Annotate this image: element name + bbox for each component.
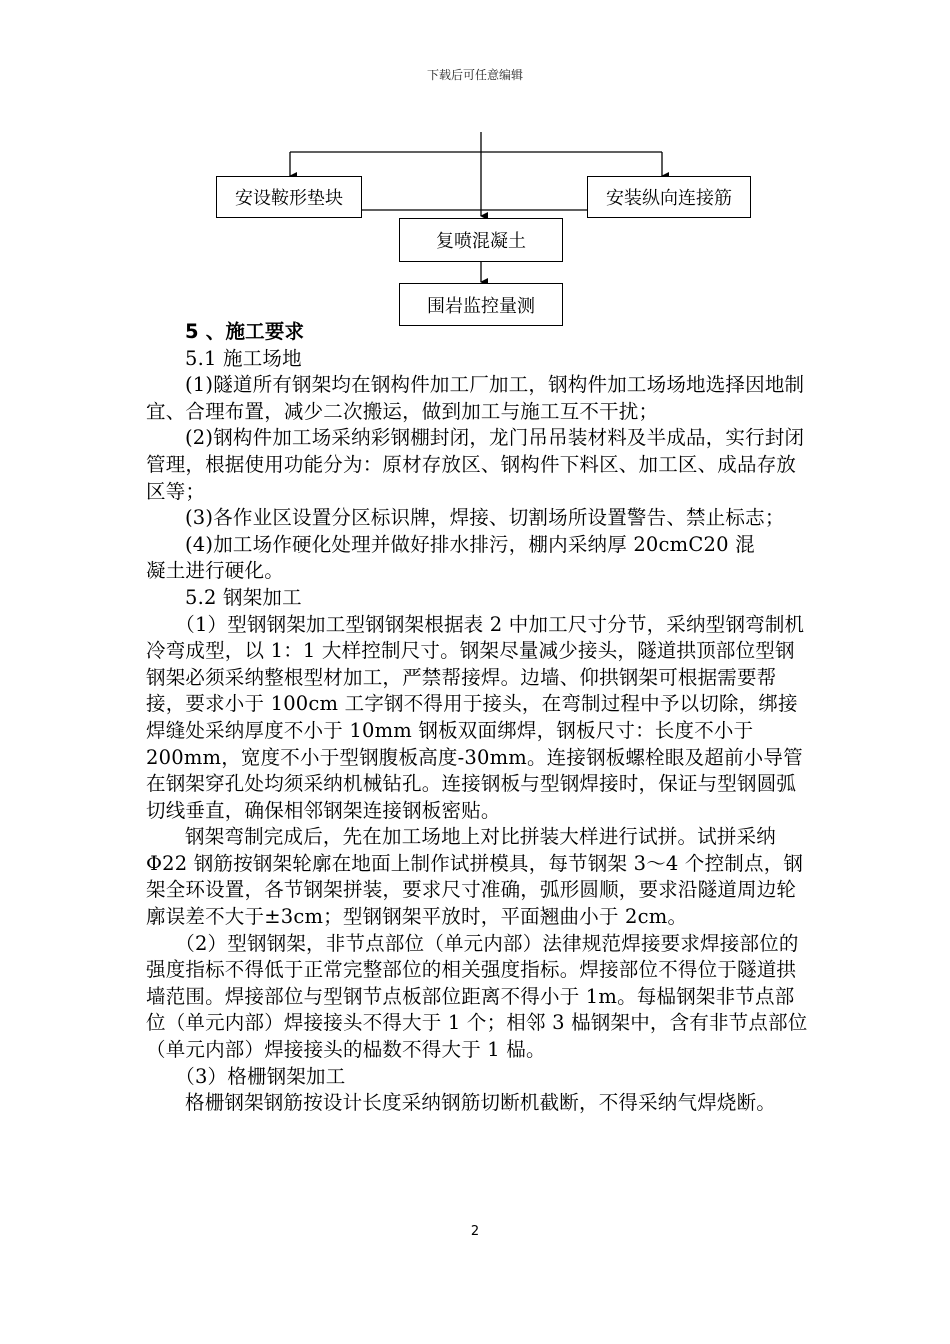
paragraph-8: 格栅钢架钢筋按设计长度采纳钢筋切断机截断，不得采纳气焊烧断。	[185, 1091, 777, 1115]
paragraph-4b: 凝土进行硬化。	[146, 559, 284, 583]
section-title: 5 、施工要求	[185, 320, 305, 343]
flow-box-monitoring: 围岩监控量测	[399, 283, 563, 326]
paragraph-1: (1)隧道所有钢架均在钢构件加工厂加工，钢构件加工场场地选择因地制宜、合理布置，减少二次搬运，做到加工与施工互不干扰；	[146, 373, 805, 423]
paragraph-5: （1）型钢钢架加工型钢钢架根据表 2 中加工尺寸分节，采纳型钢弯制机冷弯成型，以 1：1 大样控制尺寸。钢架尽量减少接头，隧道拱顶部位型钢钢架必须采纳整根型材加工，严禁帮接焊。边墙、仰拱钢架可根据需要帮接，要求小于 100cm 工字钢不得用于接头，在弯制过程中予以切除，绑接焊缝处采纳厚度不小于 10mm 钢板双面绑焊，钢板尺寸：长度不小于 200mm，宽度不小于型钢腹板高度-30mm。连接钢板螺栓眼及超前小导管在钢架穿孔处均须采纳机械钻孔。连接钢板与型钢焊接时，保证与型钢圆弧切线垂直，确保相邻钢架连接钢板密贴。	[146, 612, 805, 822]
paragraph-2: (2)钢构件加工场采纳彩钢棚封闭，龙门吊吊装材料及半成品，实行封闭管理，根据使用功能分为：原材存放区、钢构件下料区、加工区、成品存放区等；	[146, 426, 805, 503]
page-number: 2	[470, 1224, 480, 1239]
paragraph-6: 钢架弯制完成后，先在加工场地上对比拼装大样进行试拼。试拼采纳 Φ22 钢筋按钢架轮廓在地面上制作试拼模具，每节钢架 3～4 个控制点，钢架全环设置，各节钢架拼装，要求尺寸准确，弧形圆顺，要求沿隧道周边轮廓误差不大于±3cm；型钢钢架平放时，平面翘曲小于 2cm。	[146, 825, 804, 929]
paragraph-3: (3)各作业区设置分区标识牌，焊接、切割场所设置警告、禁止标志；	[185, 506, 785, 530]
subsection-grid-frame: （3）格栅钢架加工	[175, 1064, 346, 1088]
flow-box-install-saddle: 安设鞍形垫块	[216, 176, 362, 218]
document-body	[146, 319, 811, 1117]
page-header: 下载后可任意编辑	[426, 68, 523, 82]
paragraph-4a: (4)加工场作硬化处理并做好排水排污，棚内采纳厚 20cmC20 混	[185, 532, 755, 556]
flow-box-install-longitudinal: 安装纵向连接筋	[587, 176, 751, 218]
subsection-5-2: 5.2 钢架加工	[185, 585, 302, 609]
subsection-5-1: 5.1 施工场地	[185, 346, 302, 370]
flow-box-reshotcrete: 复喷混凝土	[399, 218, 563, 262]
paragraph-7: （2）型钢钢架，非节点部位（单元内部）法律规范焊接要求焊接部位的强度指标不得低于正常完整部位的相关强度指标。焊接部位不得位于隧道拱墙范围。焊接部位与型钢节点板部位距离不得小于 1m。每榀钢架非节点部位（单元内部）焊接接头不得大于 1 个；相邻 3 榀钢架中，含有非节点部位（单元内部）焊接接头的榀数不得大于 1 榀。	[146, 931, 808, 1062]
